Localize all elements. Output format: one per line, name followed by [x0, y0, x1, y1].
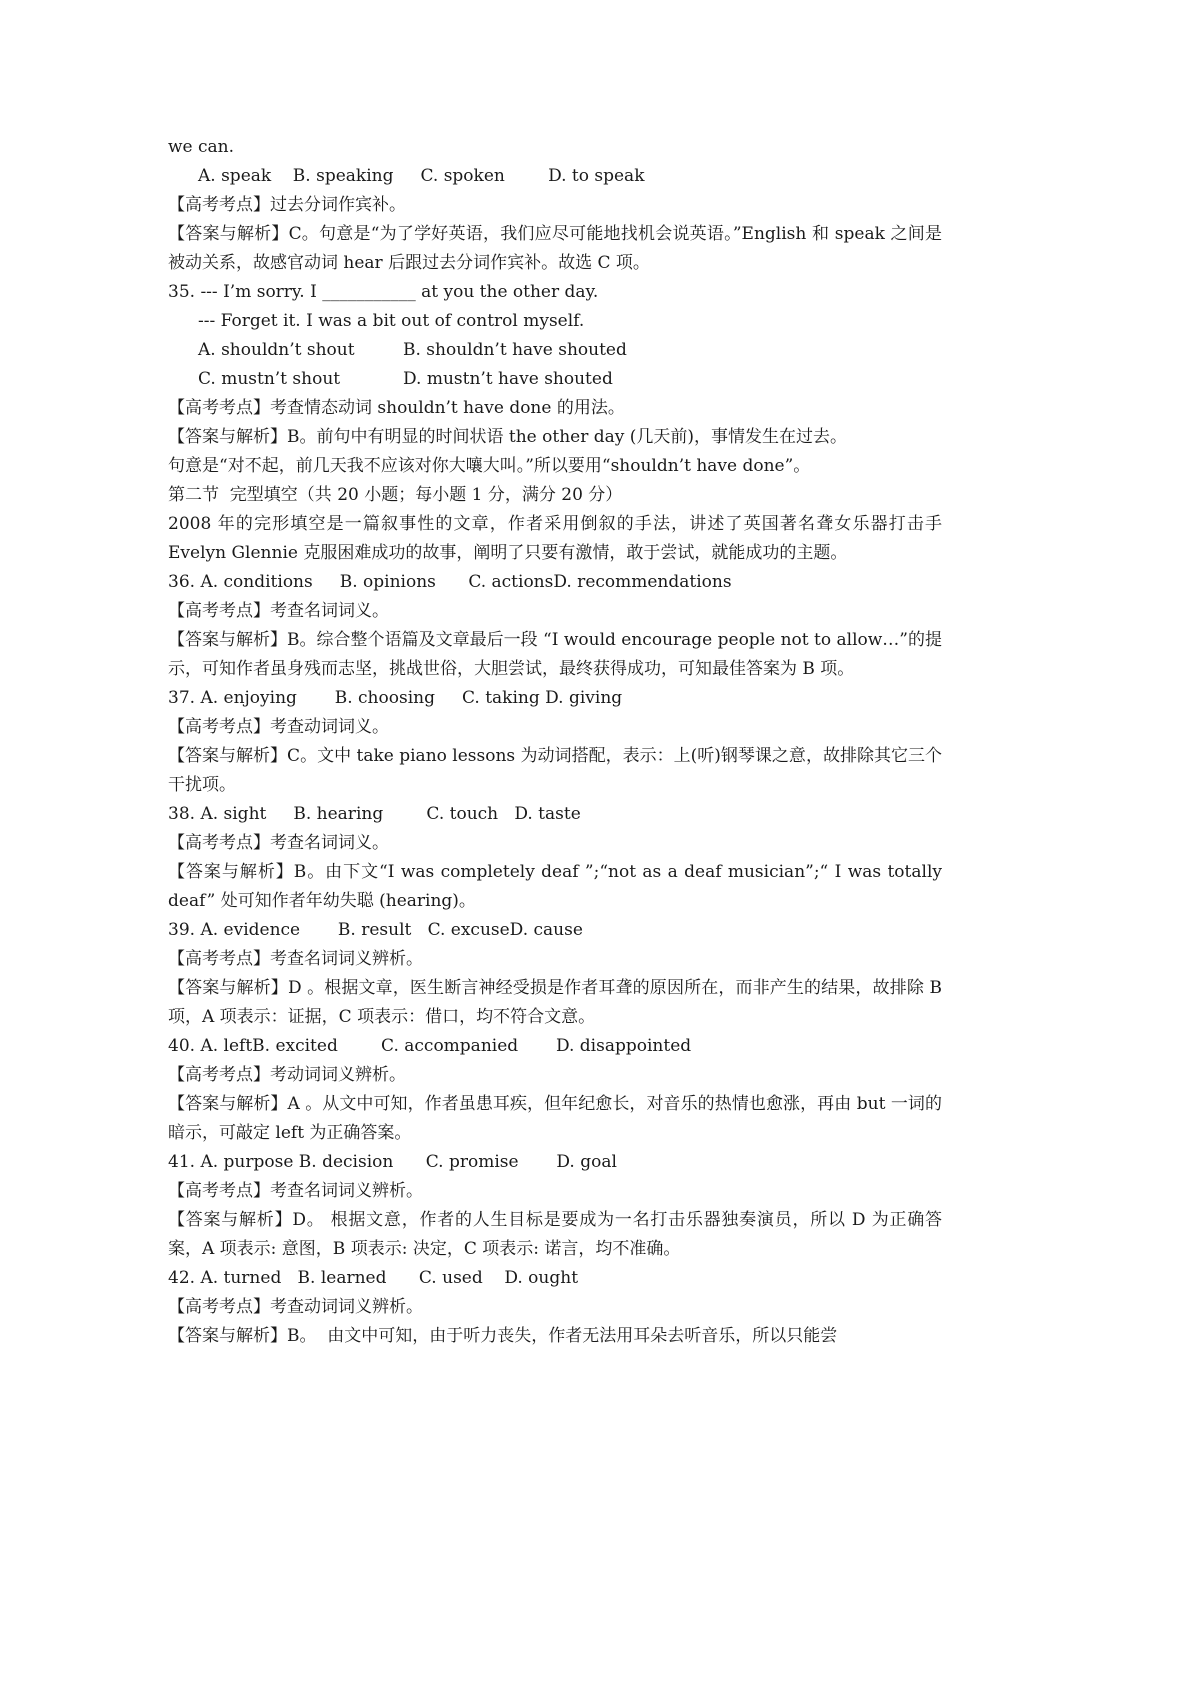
answer-analysis: 【答案与解析】C。文中 take piano lessons 为动词搭配，表示：上(听)钢琴课之意，故排除其它三个干扰项。 [168, 746, 942, 795]
question-42: 42. A. turned B. learned C. used D. ought [168, 1268, 579, 1288]
exam-point: 【高考考点】考查情态动词 shouldn’t have done 的用法。 [168, 398, 625, 418]
answer-analysis: 【答案与解析】D。 根据文意，作者的人生目标是要成为一名打击乐器独奏演员，所以 D 为正确答案，A 项表示: 意图，B 项表示: 决定，C 项表示: 诺言，均不准确。 [168, 1210, 942, 1259]
question-37: 37. A. enjoying B. choosing C. taking D. giving [168, 688, 623, 708]
question-36: 36. A. conditions B. opinions C. actionsD. recommendations [168, 572, 732, 592]
answer-analysis: 【答案与解析】B。综合整个语篇及文章最后一段 “I would encourage people not to allow…”的提示，可知作者虽身残而志坚，挑战世俗，大胆尝试，最终获得成功，可知最佳答案为 B 项。 [168, 630, 942, 679]
option-c: C. mustn’t shout [198, 369, 341, 389]
intro-paragraph: 2008 年的完形填空是一篇叙事性的文章，作者采用倒叙的手法，讲述了英国著名聋女乐器打击手 Evelyn Glennie 克服困难成功的故事，阐明了只要有激情，敢于尝试，就能成功的主题。 [168, 514, 942, 563]
option-d: D. mustn’t have shouted [403, 369, 613, 389]
answer-analysis: 【答案与解析】D 。根据文章，医生断言神经受损是作者耳聋的原因所在，而非产生的结果，故排除 B 项，A 项表示：证据，C 项表示：借口，均不符合文意。 [168, 978, 942, 1027]
exam-point: 【高考考点】考查名词词义辨析。 [168, 1181, 423, 1201]
text-line: we can. [168, 137, 235, 157]
answer-analysis: 【答案与解析】C。句意是“为了学好英语，我们应尽可能地找机会说英语。”English 和 speak 之间是被动关系，故感官动词 hear 后跟过去分词作宾补。故选 C 项。 [168, 224, 942, 273]
option-b: B. shouldn’t have shouted [403, 340, 627, 360]
exam-point: 【高考考点】考查动词词义。 [168, 717, 389, 737]
answer-analysis: 【答案与解析】B。由下文“I was completely deaf ”;“not as a deaf musician”;“ I was totally deaf” 处可知作者年幼失聪 (hearing)。 [168, 862, 942, 911]
exam-point: 【高考考点】考查名词词义。 [168, 601, 389, 621]
answer-analysis: 【答案与解析】B。 由文中可知，由于听力丧失，作者无法用耳朵去听音乐，所以只能尝 [168, 1326, 838, 1346]
question-41: 41. A. purpose B. decision C. promise D. goal [168, 1152, 617, 1172]
answer-analysis: 【答案与解析】B。前句中有明显的时间状语 the other day (几天前)，事情发生在过去。 [168, 427, 848, 447]
exam-point: 【高考考点】考动词词义辨析。 [168, 1065, 406, 1085]
answer-analysis: 句意是“对不起，前几天我不应该对你大嚷大叫。”所以要用“shouldn’t have done”。 [168, 456, 811, 476]
section-heading: 第二节 完型填空（共 20 小题；每小题 1 分，满分 20 分） [168, 485, 623, 505]
exam-point: 【高考考点】考查动词词义辨析。 [168, 1297, 423, 1317]
exam-point: 【高考考点】过去分词作宾补。 [168, 195, 406, 215]
answer-options [168, 336, 942, 365]
exam-point: 【高考考点】考查名词词义辨析。 [168, 949, 423, 969]
answer-options: A. speak B. speaking C. spoken D. to speak [198, 166, 645, 186]
answer-options [168, 365, 942, 394]
question-35: 35. --- I’m sorry. I ___________ at you the other day. [168, 282, 599, 302]
exam-point: 【高考考点】考查名词词义。 [168, 833, 389, 853]
question-38: 38. A. sight B. hearing C. touch D. taste [168, 804, 581, 824]
question-39: 39. A. evidence B. result C. excuseD. cause [168, 920, 583, 940]
option-a: A. shouldn’t shout [198, 340, 355, 360]
dialogue-line: --- Forget it. I was a bit out of control myself. [198, 311, 585, 331]
answer-analysis: 【答案与解析】A 。从文中可知，作者虽患耳疾，但年纪愈长，对音乐的热情也愈涨，再由 but 一词的暗示，可敲定 left 为正确答案。 [168, 1094, 942, 1143]
question-40: 40. A. leftB. excited C. accompanied D. disappointed [168, 1036, 692, 1056]
